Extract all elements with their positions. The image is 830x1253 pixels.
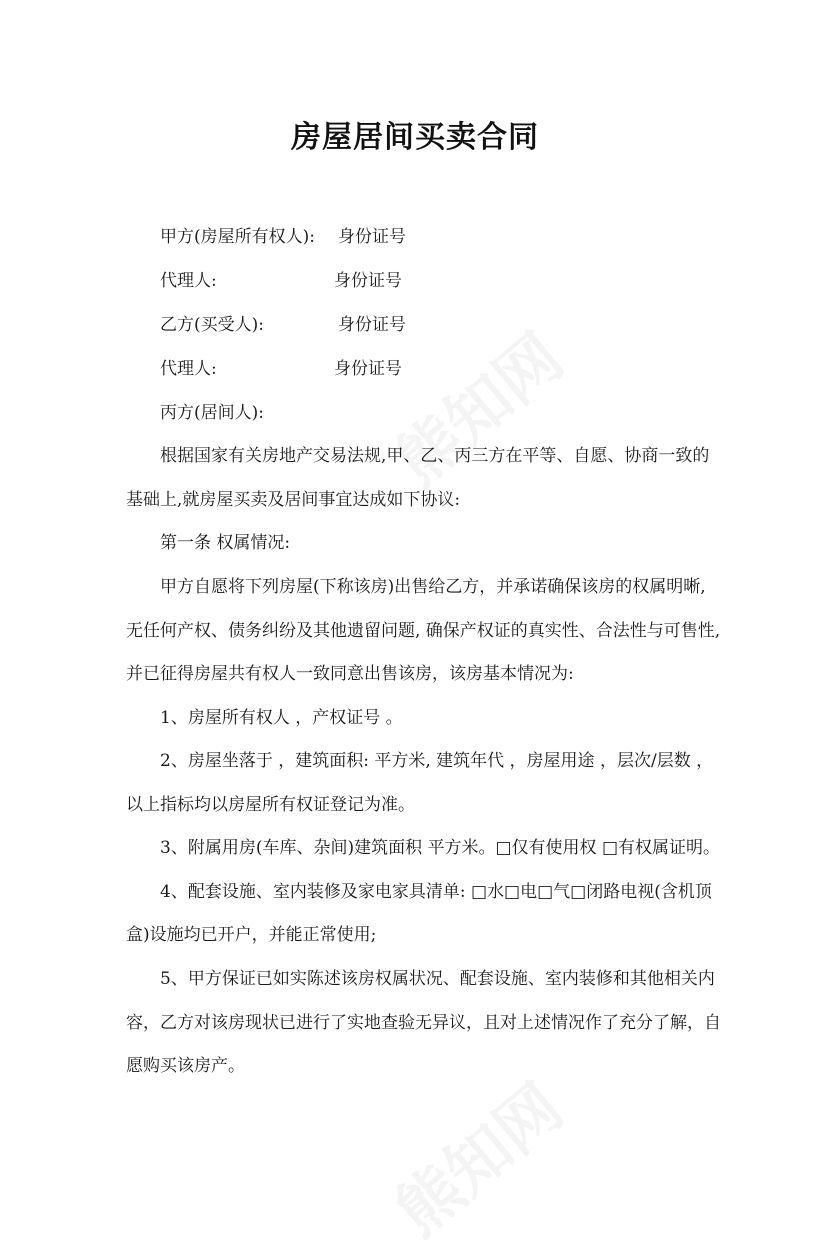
article1-heading: 第一条 权属情况:: [160, 533, 291, 553]
article1-intro-line-1: 甲方自愿将下列房屋(下称该房)出售给乙方，并承诺确保该房的权属明晰,: [160, 577, 706, 597]
party-a-label: 甲方(房屋所有权人):: [160, 227, 315, 247]
item-4-line-2: 盒)设施均已开户，并能正常使用;: [126, 925, 377, 945]
agent-a-label: 代理人:: [160, 271, 217, 291]
watermark: [373, 309, 579, 503]
party-b-label: 乙方(买受人):: [160, 315, 264, 335]
document-title: 房屋居间买卖合同: [291, 120, 539, 155]
item-5-line-1: 5、甲方保证已如实陈述该房权属状况、配套设施、室内装修和其他相关内: [160, 969, 715, 989]
intro-line-1: 根据国家有关房地产交易法规,甲、乙、丙三方在平等、自愿、协商一致的: [160, 446, 710, 466]
item-5-line-2: 容，乙方对该房现状已进行了实地查验无异议，且对上述情况作了充分了解，自: [126, 1013, 721, 1033]
watermark-bottom: [373, 1059, 579, 1253]
item-5-line-3: 愿购买该房产。: [126, 1056, 245, 1076]
party-b-id-label: 身份证号: [338, 315, 406, 335]
item-3: 3、附属用房(车库、杂间)建筑面积 平方米。□仅有使用权 □有权属证明。: [160, 838, 721, 858]
item-1: 1、房屋所有权人 ，产权证号 。: [160, 708, 403, 728]
item-2-line-1: 2、房屋坐落于 ，建筑面积: 平方米, 建筑年代 ，房屋用途 ，层次/层数 ，: [160, 751, 714, 771]
agent-b-label: 代理人:: [160, 359, 217, 379]
article1-intro-line-3: 并已征得房屋共有权人一致同意出售该房，该房基本情况为:: [126, 664, 574, 684]
party-a-id-label: 身份证号: [338, 227, 406, 247]
intro-line-2: 基础上,就房屋买卖及居间事宜达成如下协议:: [126, 490, 461, 510]
agent-a-id-label: 身份证号: [334, 271, 402, 291]
article1-intro-line-2: 无任何产权、债务纠纷及其他遗留问题, 确保产权证的真实性、合法性与可售性,: [126, 621, 721, 641]
party-c-label: 丙方(居间人):: [160, 403, 264, 423]
item-2-line-2: 以上指标均以房屋所有权证登记为准。: [126, 795, 415, 815]
agent-b-id-label: 身份证号: [334, 359, 402, 379]
item-4-line-1: 4、配套设施、室内装修及家电家具清单: □水□电□气□闭路电视(含机顶: [160, 882, 712, 902]
